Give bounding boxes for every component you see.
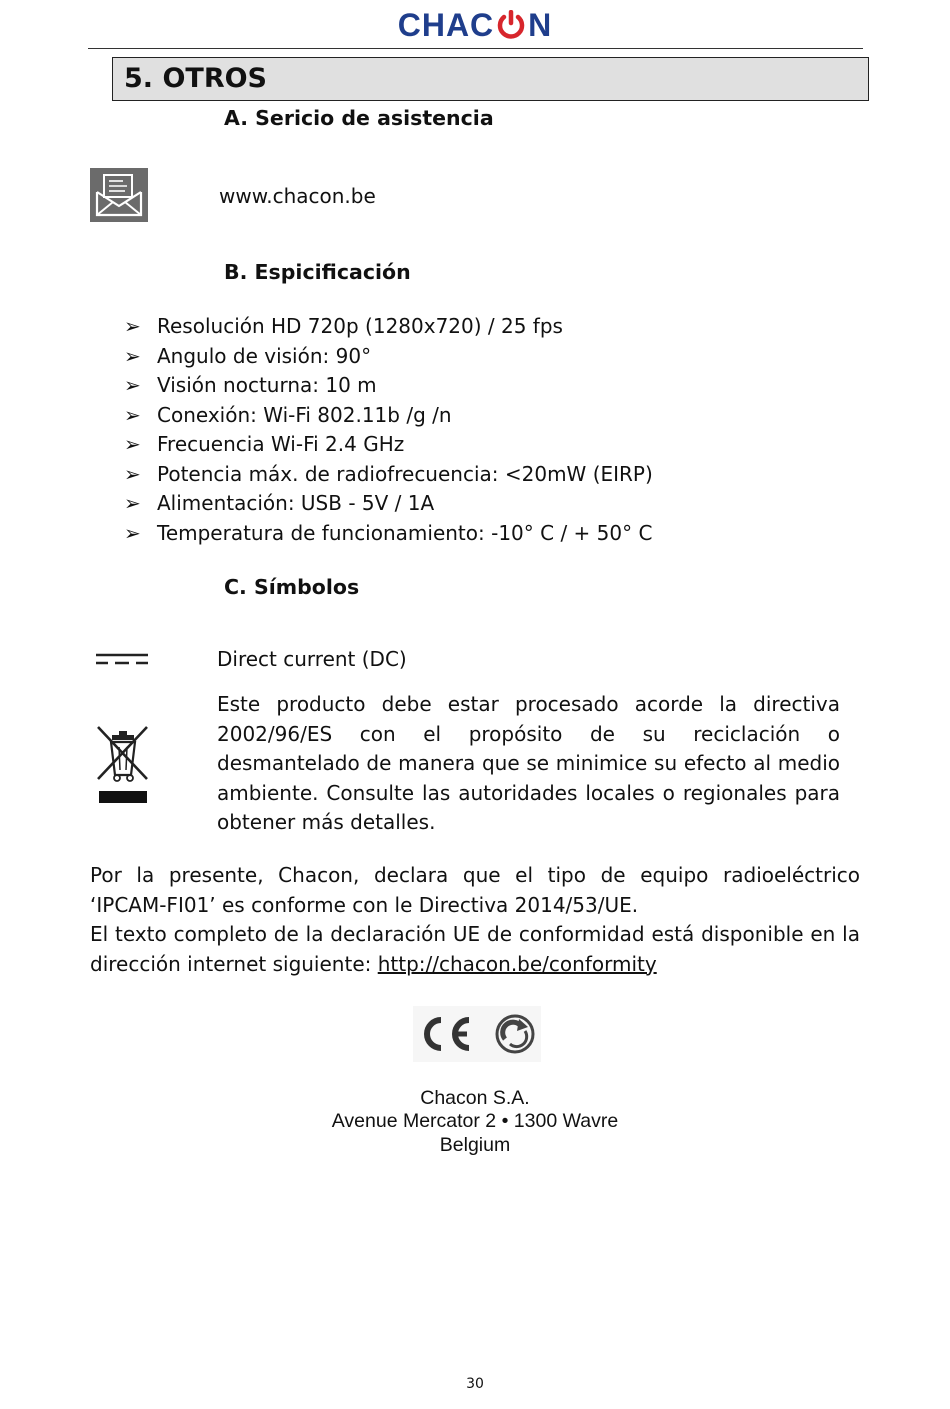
arrow-bullet-icon: ➢ <box>124 432 141 456</box>
spec-text: Frecuencia Wi-Fi 2.4 GHz <box>157 432 405 456</box>
brand-logo <box>0 6 950 44</box>
section-title: 5. OTROS <box>124 63 268 94</box>
section-title-box <box>112 57 869 101</box>
direct-current-icon <box>95 651 149 667</box>
list-item <box>124 312 653 342</box>
symbols-heading: C. Símbolos <box>224 575 360 599</box>
header-divider <box>88 48 863 49</box>
spec-text: Potencia máx. de radiofrecuencia: <20mW (EIRP) <box>157 461 653 486</box>
spec-text: Conexión: Wi-Fi 802.11b /g /n <box>157 402 452 427</box>
page-number: 30 <box>466 1376 484 1392</box>
arrow-bullet-icon: ➢ <box>124 314 141 338</box>
declaration-text <box>90 861 860 979</box>
arrow-bullet-icon: ➢ <box>124 373 141 397</box>
arrow-bullet-icon: ➢ <box>124 343 141 368</box>
arrow-bullet-icon: ➢ <box>124 402 141 427</box>
list-item <box>124 460 653 490</box>
company-name: Chacon S.A. <box>420 1087 530 1109</box>
list-item <box>124 489 653 519</box>
arrow-bullet-icon: ➢ <box>124 520 141 545</box>
power-o-icon <box>494 10 528 40</box>
certification-marks <box>413 1006 541 1062</box>
arrow-bullet-icon: ➢ <box>124 461 141 486</box>
declaration-line-2: El texto completo de la declaración UE de conformidad está disponible en la dirección internet siguiente: <box>90 922 860 976</box>
list-item <box>124 430 653 460</box>
list-item <box>124 371 653 401</box>
arrow-bullet-icon: ➢ <box>124 491 141 515</box>
service-heading: A. Sericio de asistencia <box>224 106 494 130</box>
dc-label: Direct current (DC) <box>217 647 407 671</box>
spec-text: Temperatura de funcionamiento: -10° C / + 50° C <box>157 520 653 545</box>
envelope-icon <box>90 168 148 222</box>
spec-text: Visión nocturna: 10 m <box>157 373 377 397</box>
declaration-line-1: Por la presente, Chacon, declara que el tipo de equipo radioeléctrico ‘IPCAM-FI01’ es conforme con le Directiva 2014/53/UE. <box>90 863 860 917</box>
support-website: www.chacon.be <box>219 184 376 208</box>
company-country: Belgium <box>439 1134 511 1156</box>
spec-text: Angulo de visión: 90° <box>157 343 372 368</box>
weee-disposal-text: Este producto debe estar procesado acorde la directiva 2002/96/ES con el propósito de su reciclación o desmantelado de manera que se minimice su efecto al medio ambiente. Consulte las autoridades locales o regionales para obtener más detalles. <box>217 692 840 834</box>
spec-text: Alimentación: USB - 5V / 1A <box>157 491 435 515</box>
list-item <box>124 519 653 549</box>
company-street: Avenue Mercator 2 • 1300 Wavre <box>331 1110 619 1132</box>
specs-heading: B. Espicificación <box>224 260 411 284</box>
specs-list <box>124 312 653 548</box>
spec-text: Resolución HD 720p (1280x720) / 25 fps <box>157 314 563 338</box>
list-item <box>124 342 653 372</box>
weee-bin-icon <box>95 723 151 805</box>
brand-text-right: N <box>528 7 553 43</box>
brand-text-left: CHAC <box>397 7 495 43</box>
list-item <box>124 401 653 431</box>
conformity-link[interactable]: http://chacon.be/conformity <box>377 951 657 976</box>
